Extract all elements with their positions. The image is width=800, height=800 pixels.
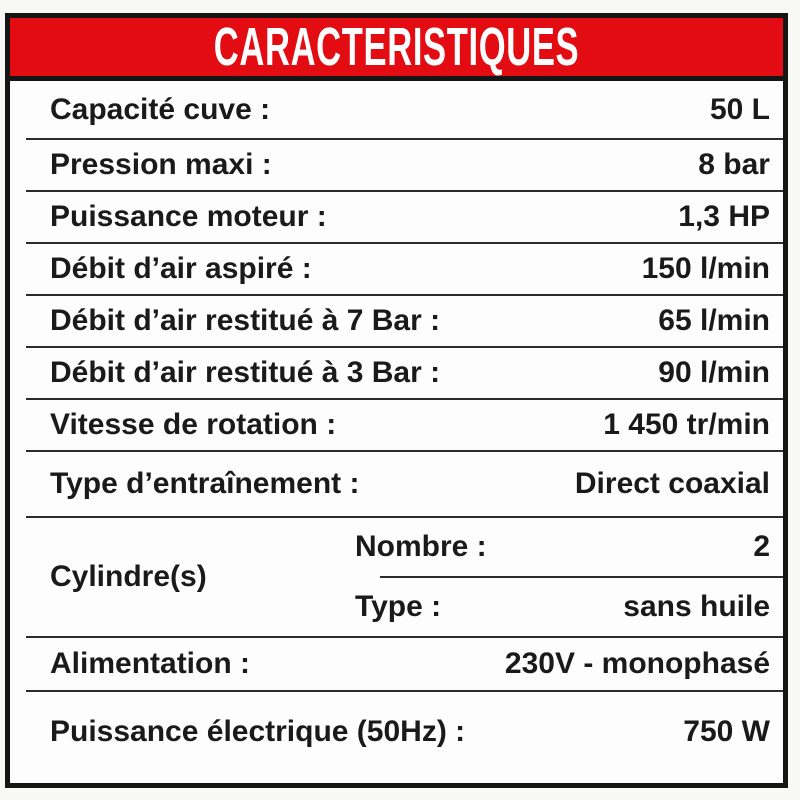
table-header <box>10 18 783 81</box>
spec-value: 50 L <box>709 92 770 126</box>
spec-value: 2 <box>753 530 770 563</box>
spec-label: Capacité cuve : <box>50 92 271 126</box>
spec-row-puissance-moteur <box>10 192 783 242</box>
spec-label: Puissance électrique (50Hz) : <box>50 715 466 748</box>
spec-row-debit-3bar <box>10 348 783 398</box>
spec-value: 230V - monophasé <box>504 647 770 680</box>
cylinder-subrow-nombre <box>355 518 783 576</box>
spec-value: Direct coaxial <box>574 467 770 500</box>
spec-label: Alimentation : <box>50 647 250 680</box>
spec-value: 750 W <box>683 715 770 748</box>
spec-label: Débit d’air aspiré : <box>50 252 312 285</box>
spec-label: Vitesse de rotation : <box>50 408 337 441</box>
cylinder-label: Cylindre(s) <box>50 560 207 593</box>
spec-value: 1,3 HP <box>678 200 770 233</box>
spec-row-cylindres <box>10 518 783 636</box>
spec-label: Puissance moteur : <box>50 200 327 233</box>
spec-label: Type d’entraînement : <box>50 467 360 500</box>
spec-row-pression-maxi <box>10 140 783 190</box>
spec-label: Pression maxi : <box>50 148 272 181</box>
spec-row-puissance-electrique <box>10 692 783 772</box>
spec-label: Type : <box>355 590 442 623</box>
spec-row-debit-aspire <box>10 244 783 294</box>
spec-value: sans huile <box>623 590 770 623</box>
spec-row-capacite-cuve <box>10 81 783 138</box>
spec-label: Débit d’air restitué à 3 Bar : <box>50 356 441 389</box>
spec-label: Débit d’air restitué à 7 Bar : <box>50 304 441 337</box>
spec-value: 1 450 tr/min <box>603 408 770 441</box>
spec-label: Nombre : <box>355 530 487 563</box>
cylinder-sub-table <box>355 518 783 636</box>
cylinder-subrow-type <box>355 578 783 636</box>
spec-rows-container <box>10 81 783 772</box>
spec-row-debit-7bar <box>10 296 783 346</box>
spec-row-type-entrainement <box>10 452 783 516</box>
spec-value: 8 bar <box>698 148 770 181</box>
spec-row-alimentation <box>10 638 783 690</box>
spec-value: 90 l/min <box>658 356 770 389</box>
spec-value: 65 l/min <box>658 304 770 337</box>
spec-row-vitesse-rotation <box>10 400 783 450</box>
spec-value: 150 l/min <box>641 252 770 285</box>
spec-table <box>5 13 788 788</box>
table-title: CARACTERISTIQUES <box>213 18 580 77</box>
